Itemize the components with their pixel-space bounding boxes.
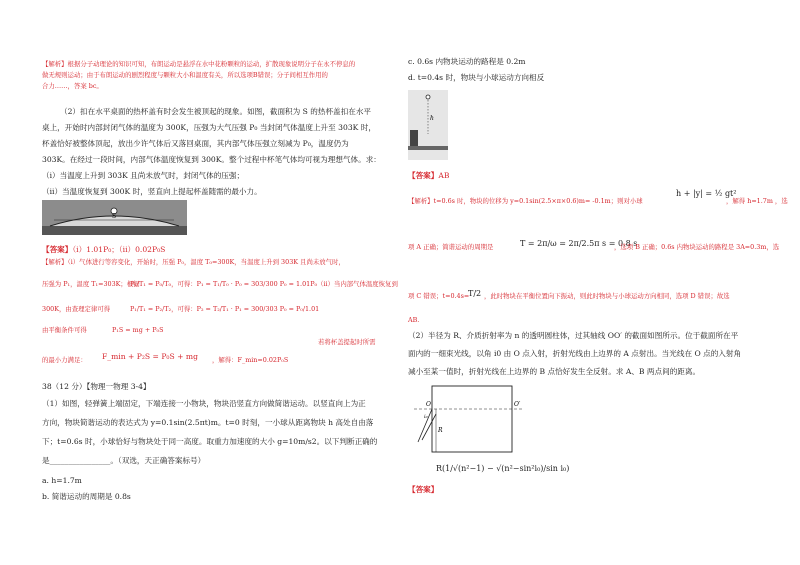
cup-lid-area-label: S: [112, 213, 117, 220]
option-d: d. t=0.4s 时，物块与小球运动方向相反: [408, 73, 545, 82]
q38-line-3: 下；t=0.6s 时，小球恰好与物块处于同一高度。取重力加速度的大小 g=10m/s2。以下判断正确的: [42, 437, 378, 446]
q2-line-4: 303K。在经过一段时间，内部气体温度恢复到 300K。整个过程中杯笔气体均可视为理想气体。求：: [42, 155, 381, 164]
min-force-equation: F_min + P₂S = P₀S + mg: [102, 352, 198, 361]
min-force-label: 的最小力满足：: [42, 356, 87, 364]
answer-1-text: （i）1.01P₀；（ii）0.02P₀S: [72, 245, 166, 254]
q38-line-4: 是________________。（双选，天正确答案标号）: [42, 456, 206, 465]
answer-2-label: 【答案】: [408, 171, 439, 180]
analysis-top-line-1: 【解析】根据分子动理论的知识可知，布朗运动是悬浮在水中花粉颗粒的运动，扩散现象说明分子在永不停息的: [42, 60, 356, 68]
cylinder-figure: [414, 384, 524, 462]
q38-line-1: （1）如图，轻弹簧上端固定，下端连接一小物块，物块沿竖直方向做简谐运动。以竖直向上为正: [42, 399, 366, 408]
option-c: c. 0.6s 内物块运动的路程是 0.2m: [408, 57, 526, 66]
analysis-2-line-2: ，解得 h=1.7m ，选: [726, 197, 788, 205]
q2-line-2: 桌上，开始时内部封闭气体的温度为 300K，压强为大气压强 P₀ 当封闭气体温度上升至 303K 时，: [42, 123, 376, 132]
half-period: T/2: [468, 289, 482, 298]
min-force-result: ，解得：F_min=0.02P₀S: [212, 356, 289, 364]
height-label: h: [430, 115, 434, 122]
h-equation: h + |y| = ½ gt²: [676, 189, 737, 198]
right-note: 若将杯盖提起时所需: [318, 338, 376, 346]
option-b: b. 简谐运动的周期是 0.8s: [42, 492, 131, 501]
analysis-2-line-3: 项 A 正确；简谐运动的周期是: [408, 243, 494, 251]
balance-equation: P₁S = mg + P₀S: [112, 326, 164, 334]
analysis-1-line-4: 由平衡条件可得: [42, 326, 87, 334]
answer-1: [42, 244, 165, 255]
answer-2: [408, 170, 449, 181]
analysis-2-line-6: ，此时物块在平衡位置向下振动，则此时物块与小球运动方向相同，选项 D 错误；故选: [484, 292, 730, 300]
q2b-line-1: （2）半径为 R、介质折射率为 n 的透明圆柱体，过其轴线 OO′ 的截面如图所示。位于截面所在平: [408, 331, 739, 340]
analysis-2-line-4: ，选项 B 正确；0.6s 内物块运动的路程是 3A=0.3m，选: [614, 243, 780, 251]
q2-line-5: （i）当温度上升到 303K 且尚未放气时，封闭气体的压强；: [42, 171, 245, 180]
answer-3-expression: R(1/√(n²−1) − √(n²−sin²i₀)/sin i₀): [436, 464, 570, 473]
q2b-line-3: 减小至某一值时，折射光线在上边界的 B 点恰好发生全反射。求 A、B 两点间的距离。: [408, 367, 701, 376]
q2-line-3: 杯盖恰好被整体顶起，放出少许气体后又落回桌面，其内部气体压强立刻减为 P₀，温度仍为: [42, 139, 349, 148]
q2b-line-2: 面内的一细束光线，以角 i0 由 O 点入射，折射光线由上边界的 A 点射出。当光线在 O 点的入射角: [408, 349, 742, 358]
analysis-1-line-2: 压强为 P₁，温度 T₁=303K；根据: [42, 280, 140, 288]
analysis-2-line-5: 项 C 错误；t=0.4s=: [408, 292, 470, 300]
analysis-1-line-3: 300K，由查理定律可得: [42, 305, 111, 313]
q38-line-2: 方向，物块简谐运动的表达式为 y=0.1sin(2.5πt)m。t=0 时刻，一小球从距离物块 h 高处自由落: [42, 418, 374, 427]
answer-1-label: 【答案】: [42, 245, 73, 254]
radius-label: R: [438, 427, 443, 434]
point-o-prime-label: O′: [514, 401, 521, 408]
analysis-2-line-1: 【解析】t=0.6s 时，物块的位移为 y=0.1sin(2.5×π×0.6)m= -0.1m；则对小球: [408, 197, 643, 205]
spring-figure: [408, 90, 448, 164]
analysis-1-line-1: 【解析】（i）气体进行等容变化，开始时，压强 P₀，温度 T₀=300K，当温度上升到 303K 且尚未放气时，: [42, 258, 345, 266]
charles-equation-2: P₁/T₁ = P₂/T₂，可得：P₂ = T₂/T₁ · P₁ = 300/303 P₀ = P₀/1.01: [130, 305, 320, 313]
period-equation: T = 2π/ω = 2π/2.5π s = 0.8 s: [520, 239, 638, 248]
q2-line-6: （ii）当温度恢复到 300K 时，竖直向上提起杯盖随需的最小力。: [42, 187, 262, 196]
analysis-2-line-7: AB.: [408, 316, 420, 324]
analysis-top-line-3: 合力……，答案 bc。: [42, 82, 103, 90]
answer-2-text: AB: [438, 171, 450, 180]
analysis-top-line-2: 做无规则运动；由于布朗运动的剧烈程度与颗粒大小和温度有关，所以选项B错误；分子间相互作用的: [42, 71, 328, 79]
point-o-label: O: [426, 401, 431, 408]
incidence-angle-label: i₀: [424, 414, 428, 420]
answer-3-label: 【答案】: [408, 485, 439, 494]
charles-equation-1: P₁/T₁ = P₀/T₀，可得：P₁ = T₁/T₀ · P₀ = 303/300 P₀ = 1.01P₀（ii）当内部气体温度恢复到: [130, 280, 398, 288]
q2-line-1: （2）扣在水平桌面的热杯盖有时会发生被顶起的现象。如图，截面积为 S 的热杯盖扣在水平: [60, 107, 372, 116]
cup-lid-figure: [42, 200, 187, 239]
q38-title: 38（12 分）【物理一物理 3-4】: [42, 382, 151, 391]
option-a: a. h=1.7m: [42, 476, 82, 485]
